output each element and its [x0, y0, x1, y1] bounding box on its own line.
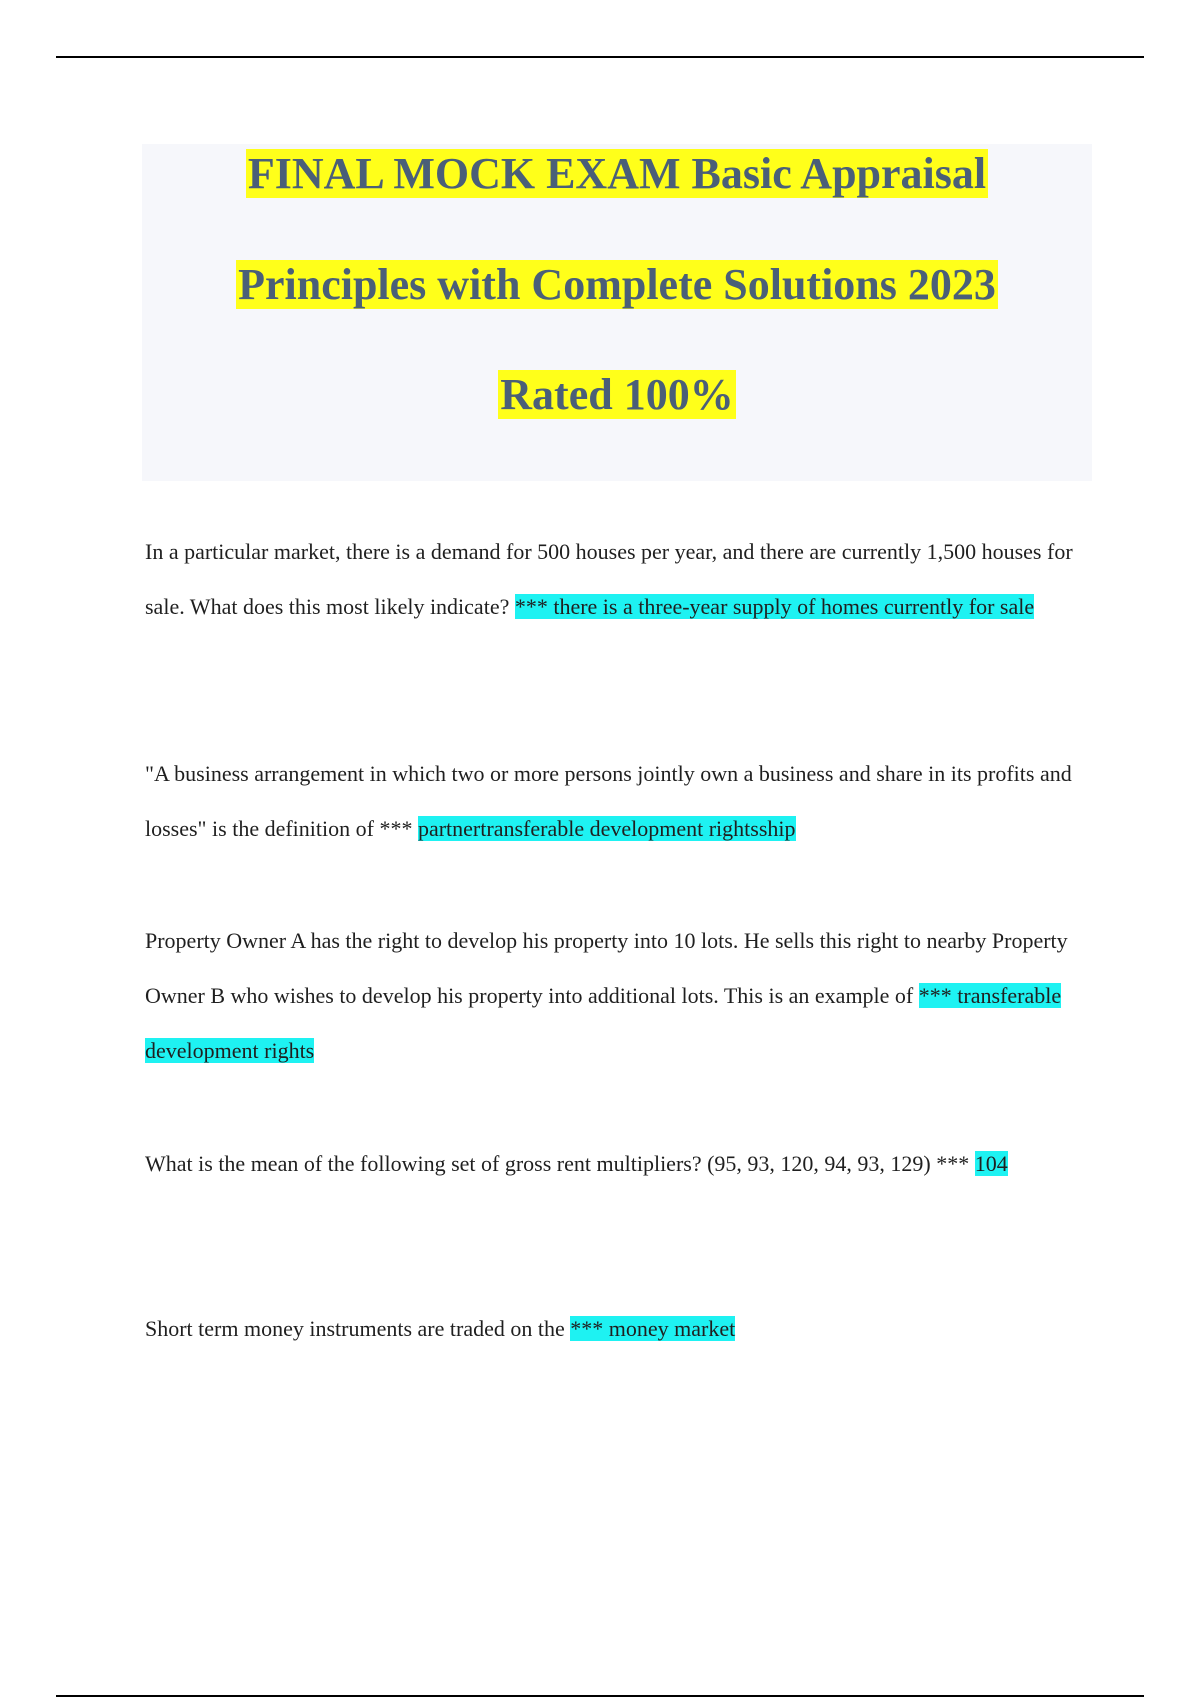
title-line-1-text: FINAL MOCK EXAM Basic Appraisal — [247, 149, 987, 198]
question-text-5: Short term money instruments are traded on the — [145, 1316, 565, 1341]
bottom-rule — [56, 1695, 1144, 1697]
question-text-2: "A business arrangement in which two or more persons jointly own a business and share in its profits and losses" is the definition of *** — [145, 761, 1072, 841]
question-block-4 — [145, 1136, 1095, 1191]
title-line-3-text: Rated 100% — [500, 370, 734, 419]
question-text-3: Property Owner A has the right to develop his property into 10 lots. He sells this right to nearby Property Owner B who wishes to develop his property into additional lots. This is an example of — [145, 928, 1068, 1008]
title-line-1 — [142, 144, 1092, 204]
answer-highlight-3: *** transferable development rights — [145, 983, 1062, 1063]
title-line-3 — [142, 365, 1092, 425]
title-line-2 — [142, 255, 1092, 315]
answer-highlight-5: *** money market — [570, 1316, 736, 1341]
question-block-5 — [145, 1301, 1095, 1356]
answer-highlight-4: 104 — [974, 1151, 1008, 1176]
answer-highlight-1: *** there is a three-year supply of homes currently for sale — [514, 594, 1035, 619]
answer-highlight-2: partnertransferable development rightsship — [417, 816, 796, 841]
title-line-2-text: Principles with Complete Solutions 2023 — [238, 260, 996, 309]
question-text-4: What is the mean of the following set of gross rent multipliers? (95, 93, 120, 94, 93, 129) *** — [145, 1151, 970, 1176]
question-text-1: In a particular market, there is a demand for 500 houses per year, and there are currently 1,500 houses for sale. What does this most likely indicate? — [145, 539, 1073, 619]
question-block-3 — [145, 913, 1095, 1078]
question-block-1 — [145, 524, 1095, 634]
question-block-2 — [145, 746, 1095, 856]
